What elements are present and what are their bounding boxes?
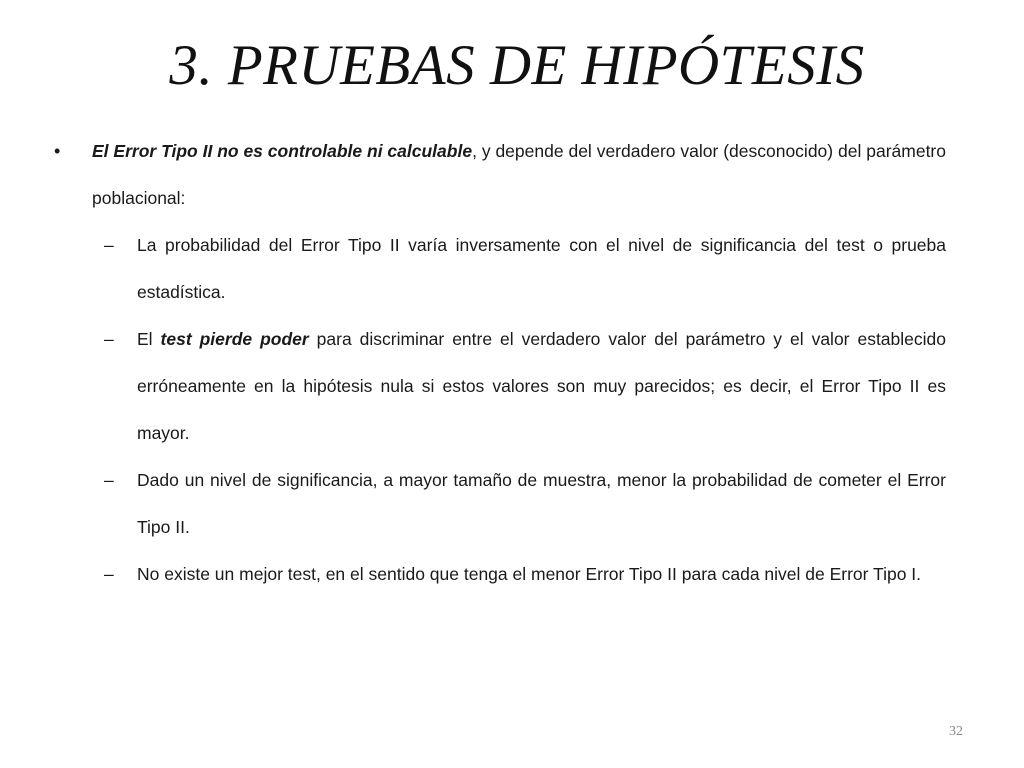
bullet-text: , y depende del verdadero valor (desconocido) del parámetro poblacional: xyxy=(92,141,946,208)
sub-item-text: para discriminar entre el verdadero valor del parámetro y el valor establecido erróneamente en la hipótesis nula si estos valores son muy parecidos; es decir, el Error Tipo II es mayor. xyxy=(137,329,946,443)
page-number: 32 xyxy=(949,724,963,739)
sub-item-emphasis: test pierde poder xyxy=(160,329,309,349)
sub-marker: – xyxy=(104,470,114,490)
sub-marker: – xyxy=(104,235,114,255)
sub-item xyxy=(104,457,946,551)
slide-title: 3. PRUEBAS DE HIPÓTESIS xyxy=(169,34,865,97)
bullet-emphasis: El Error Tipo II no es controlable ni calculable xyxy=(92,141,473,161)
bullet-item xyxy=(54,128,946,222)
sub-item-text: Dado un nivel de significancia, a mayor tamaño de muestra, menor la probabilidad de cometer el Error Tipo II. xyxy=(137,470,946,537)
slide-content xyxy=(0,128,1024,598)
sub-item xyxy=(104,222,946,316)
sub-item-text: La probabilidad del Error Tipo II varía inversamente con el nivel de significancia del test o prueba estadística. xyxy=(137,235,946,302)
sub-item-prefix: El xyxy=(137,329,161,349)
bullet-marker: • xyxy=(54,141,61,161)
sub-marker: – xyxy=(104,329,114,349)
sub-item xyxy=(104,316,946,457)
sub-marker: – xyxy=(104,564,114,584)
sub-item-text: No existe un mejor test, en el sentido que tenga el menor Error Tipo II para cada nivel de Error Tipo I. xyxy=(137,564,922,584)
sub-item xyxy=(104,551,946,598)
